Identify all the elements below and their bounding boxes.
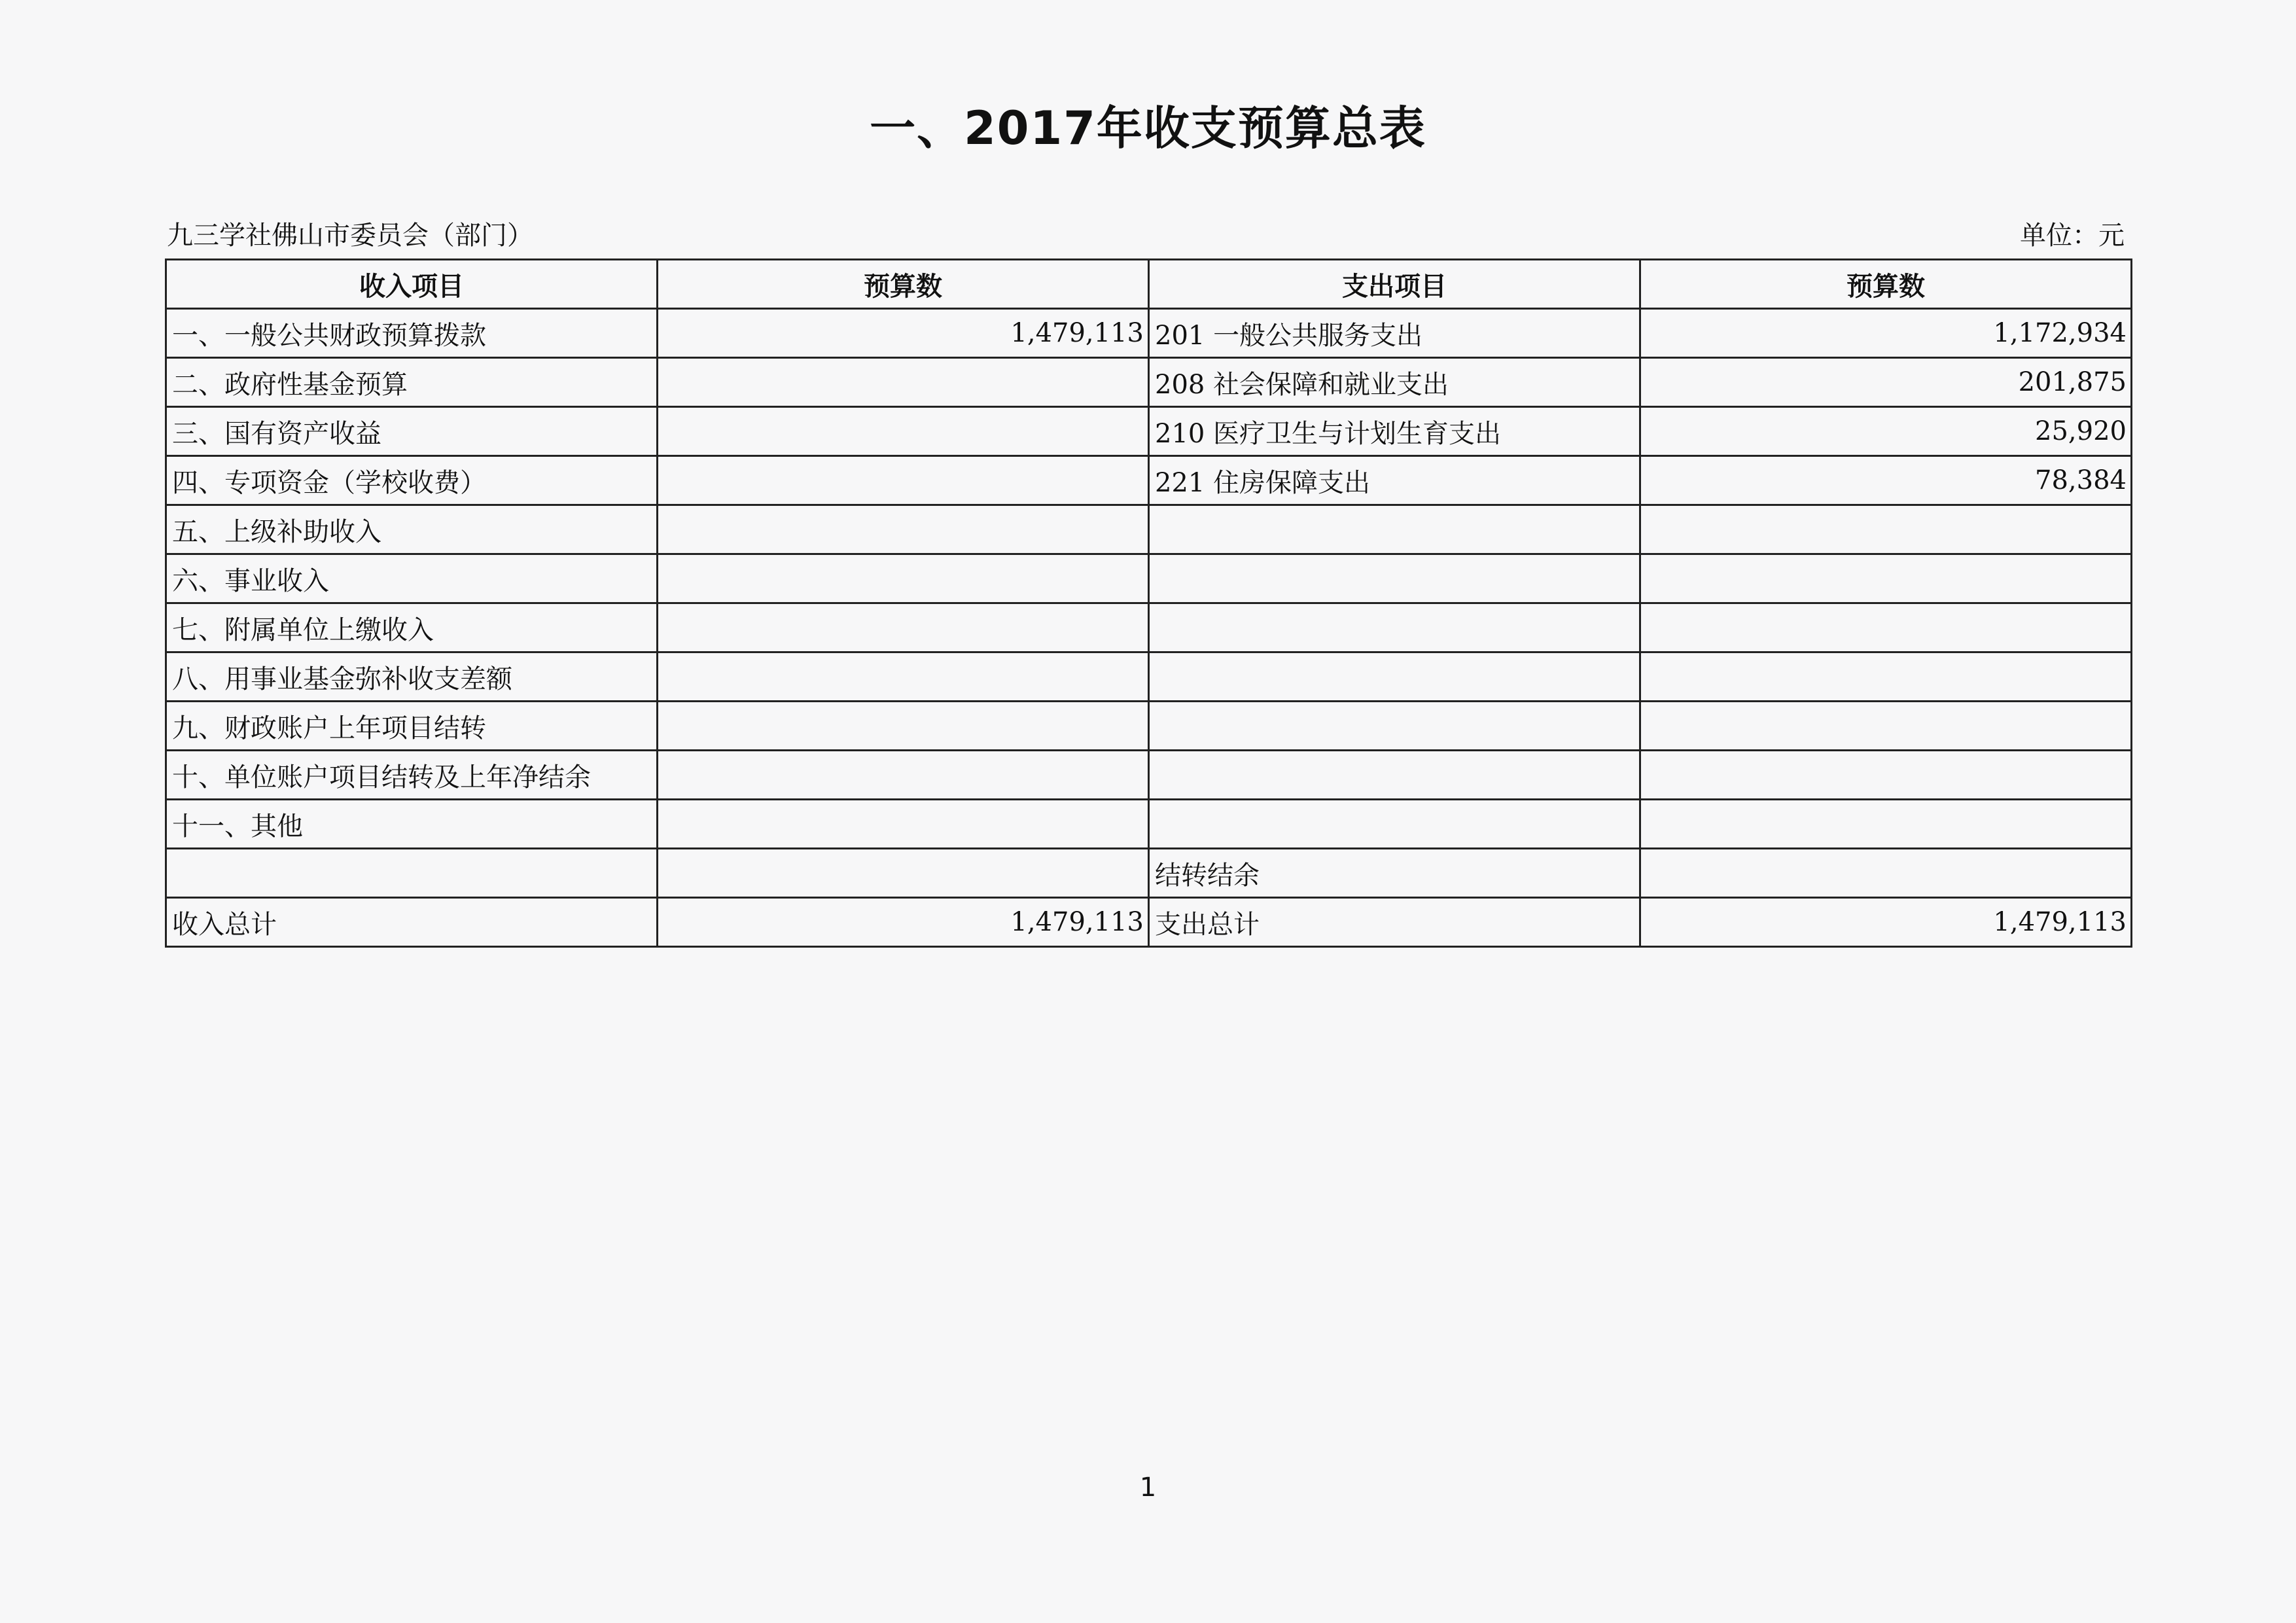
expense-budget xyxy=(1640,800,2132,849)
table-row xyxy=(166,554,2132,603)
income-item: 七、附属单位上缴收入 xyxy=(166,603,658,652)
table-row xyxy=(166,358,2132,407)
table-total-row xyxy=(166,898,2132,947)
header-income-item: 收入项目 xyxy=(166,260,658,309)
income-budget xyxy=(658,800,1149,849)
budget-table xyxy=(165,259,2132,948)
table-row xyxy=(166,309,2132,358)
income-item: 一、一般公共财政预算拨款 xyxy=(166,309,658,358)
expense-item xyxy=(1149,554,1640,603)
header-expense-item: 支出项目 xyxy=(1149,260,1640,309)
expense-budget: 78,384 xyxy=(1640,456,2132,505)
income-item: 九、财政账户上年项目结转 xyxy=(166,702,658,751)
income-total-value: 1,479,113 xyxy=(658,898,1149,947)
expense-item: 201 一般公共服务支出 xyxy=(1149,309,1640,358)
expense-budget xyxy=(1640,751,2132,800)
income-budget xyxy=(658,554,1149,603)
expense-item: 结转结余 xyxy=(1149,849,1640,898)
expense-item xyxy=(1149,751,1640,800)
income-item: 五、上级补助收入 xyxy=(166,505,658,554)
table-row xyxy=(166,407,2132,456)
expense-item: 208 社会保障和就业支出 xyxy=(1149,358,1640,407)
table-row xyxy=(166,702,2132,751)
expense-budget xyxy=(1640,505,2132,554)
income-item: 十一、其他 xyxy=(166,800,658,849)
expense-budget: 1,172,934 xyxy=(1640,309,2132,358)
income-item: 十、单位账户项目结转及上年净结余 xyxy=(166,751,658,800)
table-row xyxy=(166,849,2132,898)
income-item: 三、国有资产收益 xyxy=(166,407,658,456)
expense-item xyxy=(1149,702,1640,751)
expense-budget xyxy=(1640,554,2132,603)
unit-label: 单位：元 xyxy=(2020,221,2125,251)
expense-total-label: 支出总计 xyxy=(1149,898,1640,947)
expense-budget xyxy=(1640,702,2132,751)
table-row xyxy=(166,652,2132,702)
income-item xyxy=(166,849,658,898)
expense-budget xyxy=(1640,603,2132,652)
header-expense-budget: 预算数 xyxy=(1640,260,2132,309)
income-item: 四、专项资金（学校收费） xyxy=(166,456,658,505)
expense-item xyxy=(1149,603,1640,652)
expense-budget: 201,875 xyxy=(1640,358,2132,407)
table-row xyxy=(166,456,2132,505)
income-budget xyxy=(658,751,1149,800)
income-item: 八、用事业基金弥补收支差额 xyxy=(166,652,658,702)
income-item: 六、事业收入 xyxy=(166,554,658,603)
income-budget xyxy=(658,358,1149,407)
expense-item: 221 住房保障支出 xyxy=(1149,456,1640,505)
income-budget xyxy=(658,652,1149,702)
page-title: 一、2017年收支预算总表 xyxy=(870,101,1426,155)
table-row xyxy=(166,800,2132,849)
department-label: 九三学社佛山市委员会（部门） xyxy=(167,221,533,251)
income-total-label: 收入总计 xyxy=(166,898,658,947)
expense-budget xyxy=(1640,849,2132,898)
table-header-row xyxy=(166,260,2132,309)
income-budget xyxy=(658,456,1149,505)
table-row xyxy=(166,505,2132,554)
table-row xyxy=(166,603,2132,652)
page-number: 1 xyxy=(1139,1472,1157,1503)
expense-budget: 25,920 xyxy=(1640,407,2132,456)
income-budget xyxy=(658,407,1149,456)
expense-total-value: 1,479,113 xyxy=(1640,898,2132,947)
expense-item: 210 医疗卫生与计划生育支出 xyxy=(1149,407,1640,456)
expense-item xyxy=(1149,800,1640,849)
income-budget xyxy=(658,603,1149,652)
expense-item xyxy=(1149,505,1640,554)
header-income-budget: 预算数 xyxy=(658,260,1149,309)
income-budget xyxy=(658,849,1149,898)
income-budget: 1,479,113 xyxy=(658,309,1149,358)
income-budget xyxy=(658,702,1149,751)
table-row xyxy=(166,751,2132,800)
income-item: 二、政府性基金预算 xyxy=(166,358,658,407)
expense-item xyxy=(1149,652,1640,702)
expense-budget xyxy=(1640,652,2132,702)
income-budget xyxy=(658,505,1149,554)
